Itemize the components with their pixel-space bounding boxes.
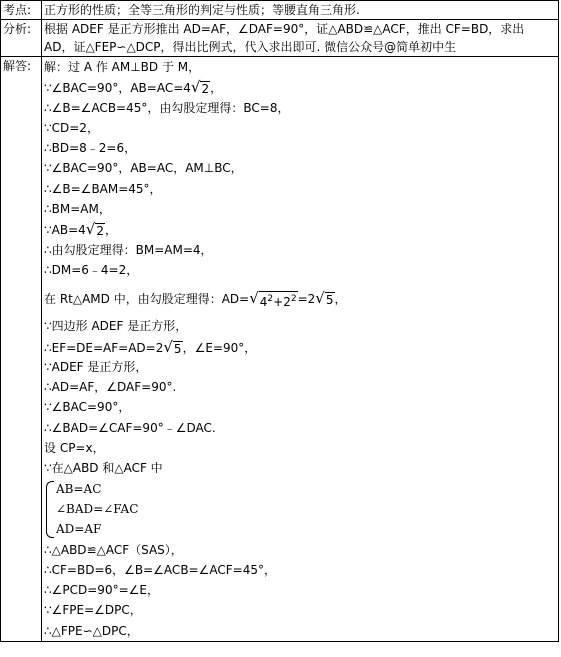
fenxi-row (1, 20, 559, 57)
radicand: 5 (173, 341, 182, 356)
solution-line: ∴△ABD≌△ACF（SAS）， (44, 542, 183, 557)
solution-line: ∵∠BAC=90°，AB=AC，AM⊥BC， (44, 161, 243, 176)
sqrt-symbol: √ (85, 220, 96, 239)
sqrt-symbol: √ (163, 337, 173, 356)
line-text: 在 Rt△AMD 中，由勾股定理得：AD= (44, 292, 250, 307)
solution-line: ∴CF=BD=6，∠B=∠ACB=∠ACF=45°， (44, 562, 276, 577)
solution-line (44, 337, 556, 357)
solution-line (44, 219, 556, 239)
system-line: ∠BAD=∠FAC (56, 501, 139, 516)
jieda-content (42, 57, 559, 642)
radicand: 5 (325, 293, 334, 308)
line-text: ， (104, 223, 117, 238)
jieda-label: 解答: (1, 57, 42, 642)
sqrt-symbol: √ (315, 289, 325, 308)
fenxi-label: 分析: (1, 20, 42, 57)
solution-line: ∵∠BAC=90°， (44, 400, 131, 415)
solution-line: 解：过 A 作 AM⊥BD 于 M， (44, 60, 201, 74)
solution-line (44, 280, 556, 316)
exponent: 2 (290, 293, 297, 304)
radicand: 2 (96, 224, 104, 239)
kaodian-row (1, 1, 559, 20)
solution-line: ∴∠PCD=90°=∠E， (44, 583, 159, 598)
line-text: ∴EF=DE=AF=AD=2 (44, 340, 164, 355)
line-text: ∵AB=4 (44, 223, 86, 238)
exponent: 2 (267, 293, 274, 304)
solution-line: ∴∠B=∠BAM=45°， (44, 181, 162, 196)
sqrt-symbol: √ (249, 289, 259, 308)
radicand-term: +2 (273, 294, 291, 309)
solution-line: ∴∠B=∠ACB=45°，由勾股定理得：BC=8， (44, 100, 290, 115)
solution-line: ∵四边形 ADEF 是正方形， (44, 319, 188, 334)
solution-line: 设 CP=x， (44, 441, 105, 456)
fenxi-text: 根据 ADEF 是正方形推出 AD=AF，∠DAF=90°，证△ABD≌△ACF，推出 CF=BD，求出 AD，证△FEP∽△DCP，得出比例式，代入求出即可. 微信公众号@简单初中生 (42, 20, 559, 57)
solution-line: ∴BM=AM， (44, 202, 111, 217)
solution-line: ∵∠FPE=∠DPC， (44, 603, 142, 618)
system-line: AD=AF (56, 522, 102, 537)
solution-line: ∴BD=8﹣2=6， (44, 141, 137, 156)
kaodian-label: 考点: (1, 1, 42, 20)
equation-system (46, 479, 556, 540)
solution-line: ∴△FPE∽△DPC， (44, 623, 139, 638)
solution-line: ∴由勾股定理得：BM=AM=4， (44, 242, 213, 257)
sqrt-symbol: √ (190, 78, 201, 97)
solution-line: ∴∠BAD=∠CAF=90°﹣∠DAC. (44, 420, 216, 435)
solution-line: ∴AD=AF，∠DAF=90°. (44, 380, 177, 395)
solution-line: ∵ADEF 是正方形， (44, 359, 148, 374)
line-text: ，∠E=90°， (182, 340, 257, 355)
kaodian-text: 正方形的性质；全等三角形的判定与性质；等腰直角三角形. (42, 1, 559, 20)
line-text: ∵∠BAC=90°，AB=AC=4 (44, 81, 191, 96)
left-brace (46, 481, 54, 538)
line-text: ， (210, 81, 223, 96)
radicand-term: 4 (259, 294, 268, 309)
line-text: =2 (297, 292, 316, 307)
line-text: ， (334, 292, 347, 307)
solution-line: ∴DM=6﹣4=2， (44, 262, 139, 277)
solution-line (44, 77, 556, 97)
solution-line: ∵CD=2， (44, 120, 99, 135)
jieda-row (1, 57, 559, 642)
system-line: AB=AC (56, 481, 102, 496)
radicand: 2 (201, 82, 210, 97)
radicand (259, 291, 298, 309)
solution-line: ∵在△ABD 和△ACF 中 (44, 461, 163, 476)
